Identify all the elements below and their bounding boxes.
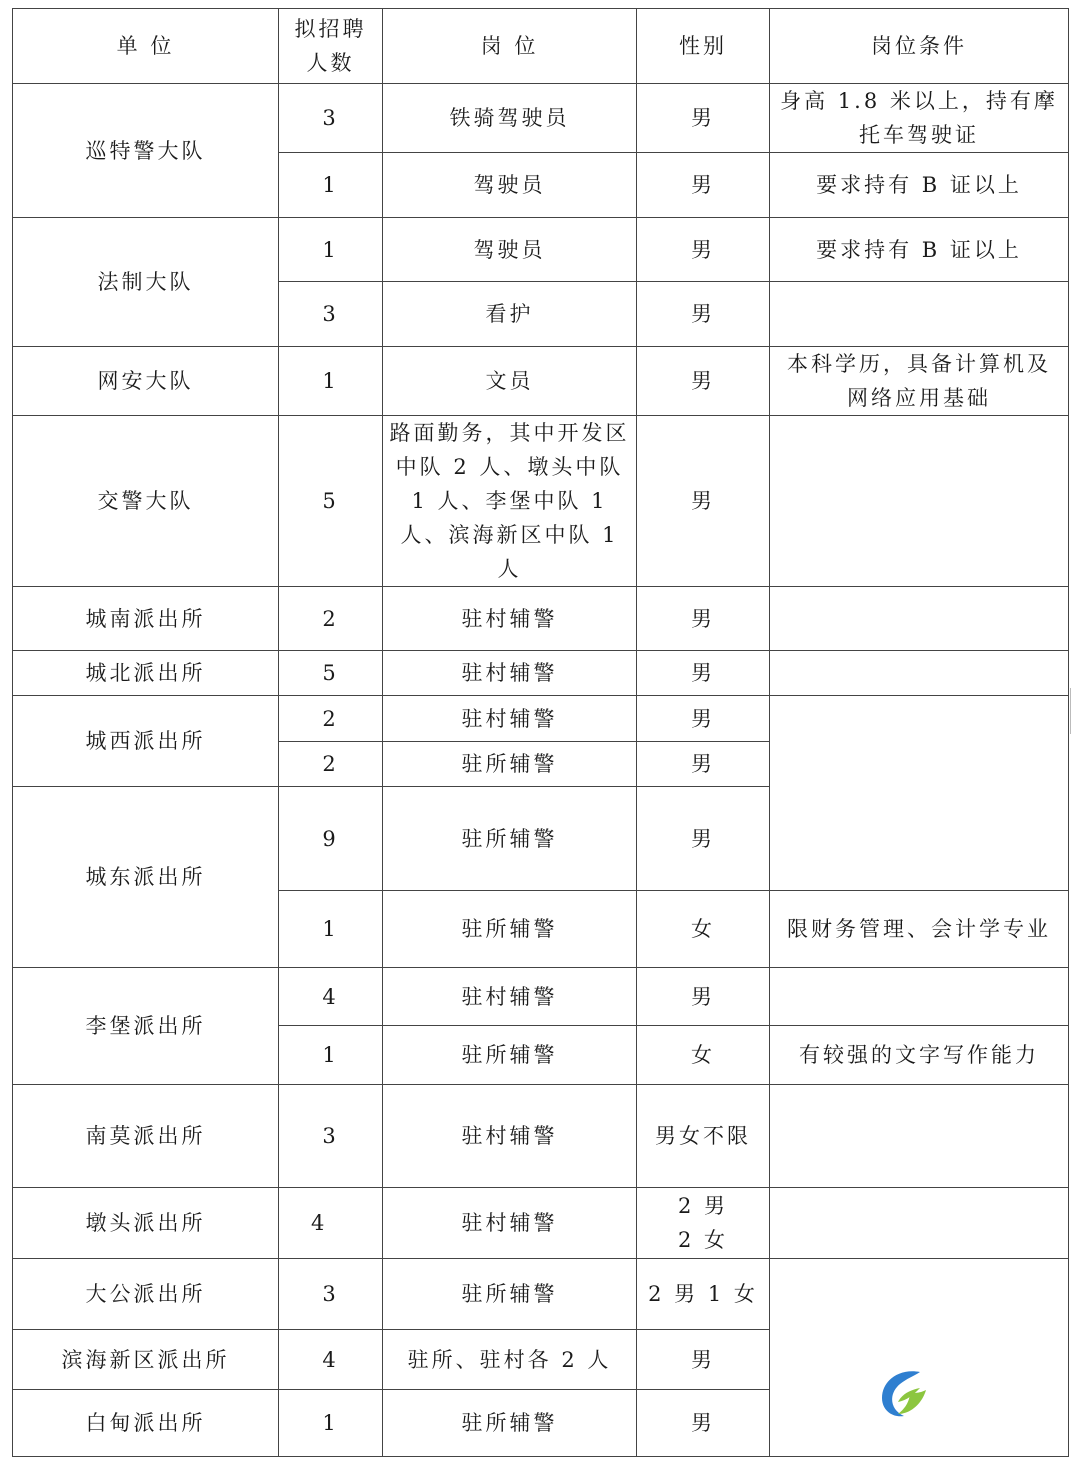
gender-cell: 男女不限 (637, 1085, 770, 1188)
position-cell: 铁骑驾驶员 (383, 84, 637, 153)
position-cell: 驻村辅警 (383, 587, 637, 651)
position-cell: 看护 (383, 282, 637, 347)
count-cell: 1 (279, 891, 383, 968)
count-cell: 3 (279, 282, 383, 347)
unit-cell: 白甸派出所 (13, 1390, 279, 1457)
table-row (13, 1188, 1069, 1259)
gender-cell: 男 (637, 787, 770, 891)
position-cell: 驻所辅警 (383, 1390, 637, 1457)
conditions-cell (770, 651, 1069, 696)
count-cell: 1 (279, 1026, 383, 1085)
count-cell: 5 (279, 651, 383, 696)
table-row (13, 218, 1069, 282)
header-gender: 性别 (637, 9, 770, 84)
table-row (13, 84, 1069, 153)
header-unit: 单 位 (13, 9, 279, 84)
gender-cell: 女 (637, 1026, 770, 1085)
unit-cell: 墩头派出所 (13, 1188, 279, 1259)
gender-cell: 男 (637, 416, 770, 587)
gender-cell: 男 (637, 282, 770, 347)
conditions-cell (770, 1259, 1069, 1457)
unit-cell: 南莫派出所 (13, 1085, 279, 1188)
position-cell: 驻所辅警 (383, 1026, 637, 1085)
unit-cell: 城南派出所 (13, 587, 279, 651)
unit-cell: 滨海新区派出所 (13, 1330, 279, 1390)
conditions-cell: 限财务管理、会计学专业 (770, 891, 1069, 968)
header-position: 岗 位 (383, 9, 637, 84)
count-cell: 1 (279, 1390, 383, 1457)
recruitment-table (12, 8, 1069, 1457)
unit-cell: 城北派出所 (13, 651, 279, 696)
gender-cell: 男 (637, 696, 770, 742)
position-cell: 文员 (383, 347, 637, 416)
position-cell: 驻村辅警 (383, 1188, 637, 1259)
position-cell: 路面勤务，其中开发区中队 2 人、墩头中队 1 人、李堡中队 1 人、滨海新区中队 1 人 (383, 416, 637, 587)
position-cell: 驻所、驻村各 2 人 (383, 1330, 637, 1390)
conditions-cell (770, 282, 1069, 347)
conditions-cell: 身高 1.8 米以上，持有摩托车驾驶证 (770, 84, 1069, 153)
conditions-cell (770, 587, 1069, 651)
table-row (13, 696, 1069, 742)
gender-cell: 2 男 2 女 (637, 1188, 770, 1259)
conditions-cell: 要求持有 B 证以上 (770, 153, 1069, 218)
position-cell: 驻所辅警 (383, 787, 637, 891)
count-cell: 1 (279, 153, 383, 218)
position-cell: 驻所辅警 (383, 1259, 637, 1330)
gender-cell: 男 (637, 153, 770, 218)
gender-cell: 男 (637, 651, 770, 696)
conditions-cell: 本科学历，具备计算机及网络应用基础 (770, 347, 1069, 416)
position-cell: 驻村辅警 (383, 651, 637, 696)
count-cell: 4 (279, 1330, 383, 1390)
count-cell: 1 (279, 218, 383, 282)
leaf-swirl-logo-icon (876, 1364, 932, 1420)
gender-cell: 男 (637, 587, 770, 651)
position-cell: 驾驶员 (383, 153, 637, 218)
unit-cell: 网安大队 (13, 347, 279, 416)
gender-cell: 男 (637, 1390, 770, 1457)
table-row (13, 416, 1069, 587)
table-header-row (13, 9, 1069, 84)
conditions-cell (770, 968, 1069, 1026)
count-cell: 2 (279, 587, 383, 651)
count-cell: 3 (279, 1259, 383, 1330)
count-cell: 4 (279, 1188, 383, 1259)
conditions-cell (770, 1188, 1069, 1259)
count-cell: 4 (279, 968, 383, 1026)
gender-cell: 男 (637, 742, 770, 787)
page-edge-marker (1070, 688, 1080, 734)
table-row (13, 347, 1069, 416)
table-row (13, 1259, 1069, 1330)
table-row (13, 587, 1069, 651)
count-cell: 2 (279, 696, 383, 742)
position-cell: 驻所辅警 (383, 742, 637, 787)
count-cell: 5 (279, 416, 383, 587)
table-row (13, 1085, 1069, 1188)
conditions-cell: 要求持有 B 证以上 (770, 218, 1069, 282)
gender-cell: 男 (637, 218, 770, 282)
conditions-cell (770, 416, 1069, 587)
header-count: 拟招聘 人数 (279, 9, 383, 84)
conditions-cell: 有较强的文字写作能力 (770, 1026, 1069, 1085)
gender-cell: 男 (637, 968, 770, 1026)
position-cell: 驻村辅警 (383, 968, 637, 1026)
count-cell: 3 (279, 84, 383, 153)
unit-cell: 法制大队 (13, 218, 279, 347)
unit-cell: 大公派出所 (13, 1259, 279, 1330)
gender-cell: 男 (637, 347, 770, 416)
conditions-cell (770, 1085, 1069, 1188)
unit-cell: 巡特警大队 (13, 84, 279, 218)
position-cell: 驻村辅警 (383, 696, 637, 742)
unit-cell: 李堡派出所 (13, 968, 279, 1085)
position-cell: 驻所辅警 (383, 891, 637, 968)
unit-cell: 城东派出所 (13, 787, 279, 968)
table-row (13, 651, 1069, 696)
table-row (13, 968, 1069, 1026)
gender-cell: 男 (637, 1330, 770, 1390)
count-cell: 3 (279, 1085, 383, 1188)
gender-cell: 女 (637, 891, 770, 968)
count-cell: 2 (279, 742, 383, 787)
gender-cell: 男 (637, 84, 770, 153)
position-cell: 驾驶员 (383, 218, 637, 282)
count-cell: 1 (279, 347, 383, 416)
unit-cell: 城西派出所 (13, 696, 279, 787)
count-cell: 9 (279, 787, 383, 891)
conditions-cell (770, 696, 1069, 891)
unit-cell: 交警大队 (13, 416, 279, 587)
header-conditions: 岗位条件 (770, 9, 1069, 84)
position-cell: 驻村辅警 (383, 1085, 637, 1188)
gender-cell: 2 男 1 女 (637, 1259, 770, 1330)
